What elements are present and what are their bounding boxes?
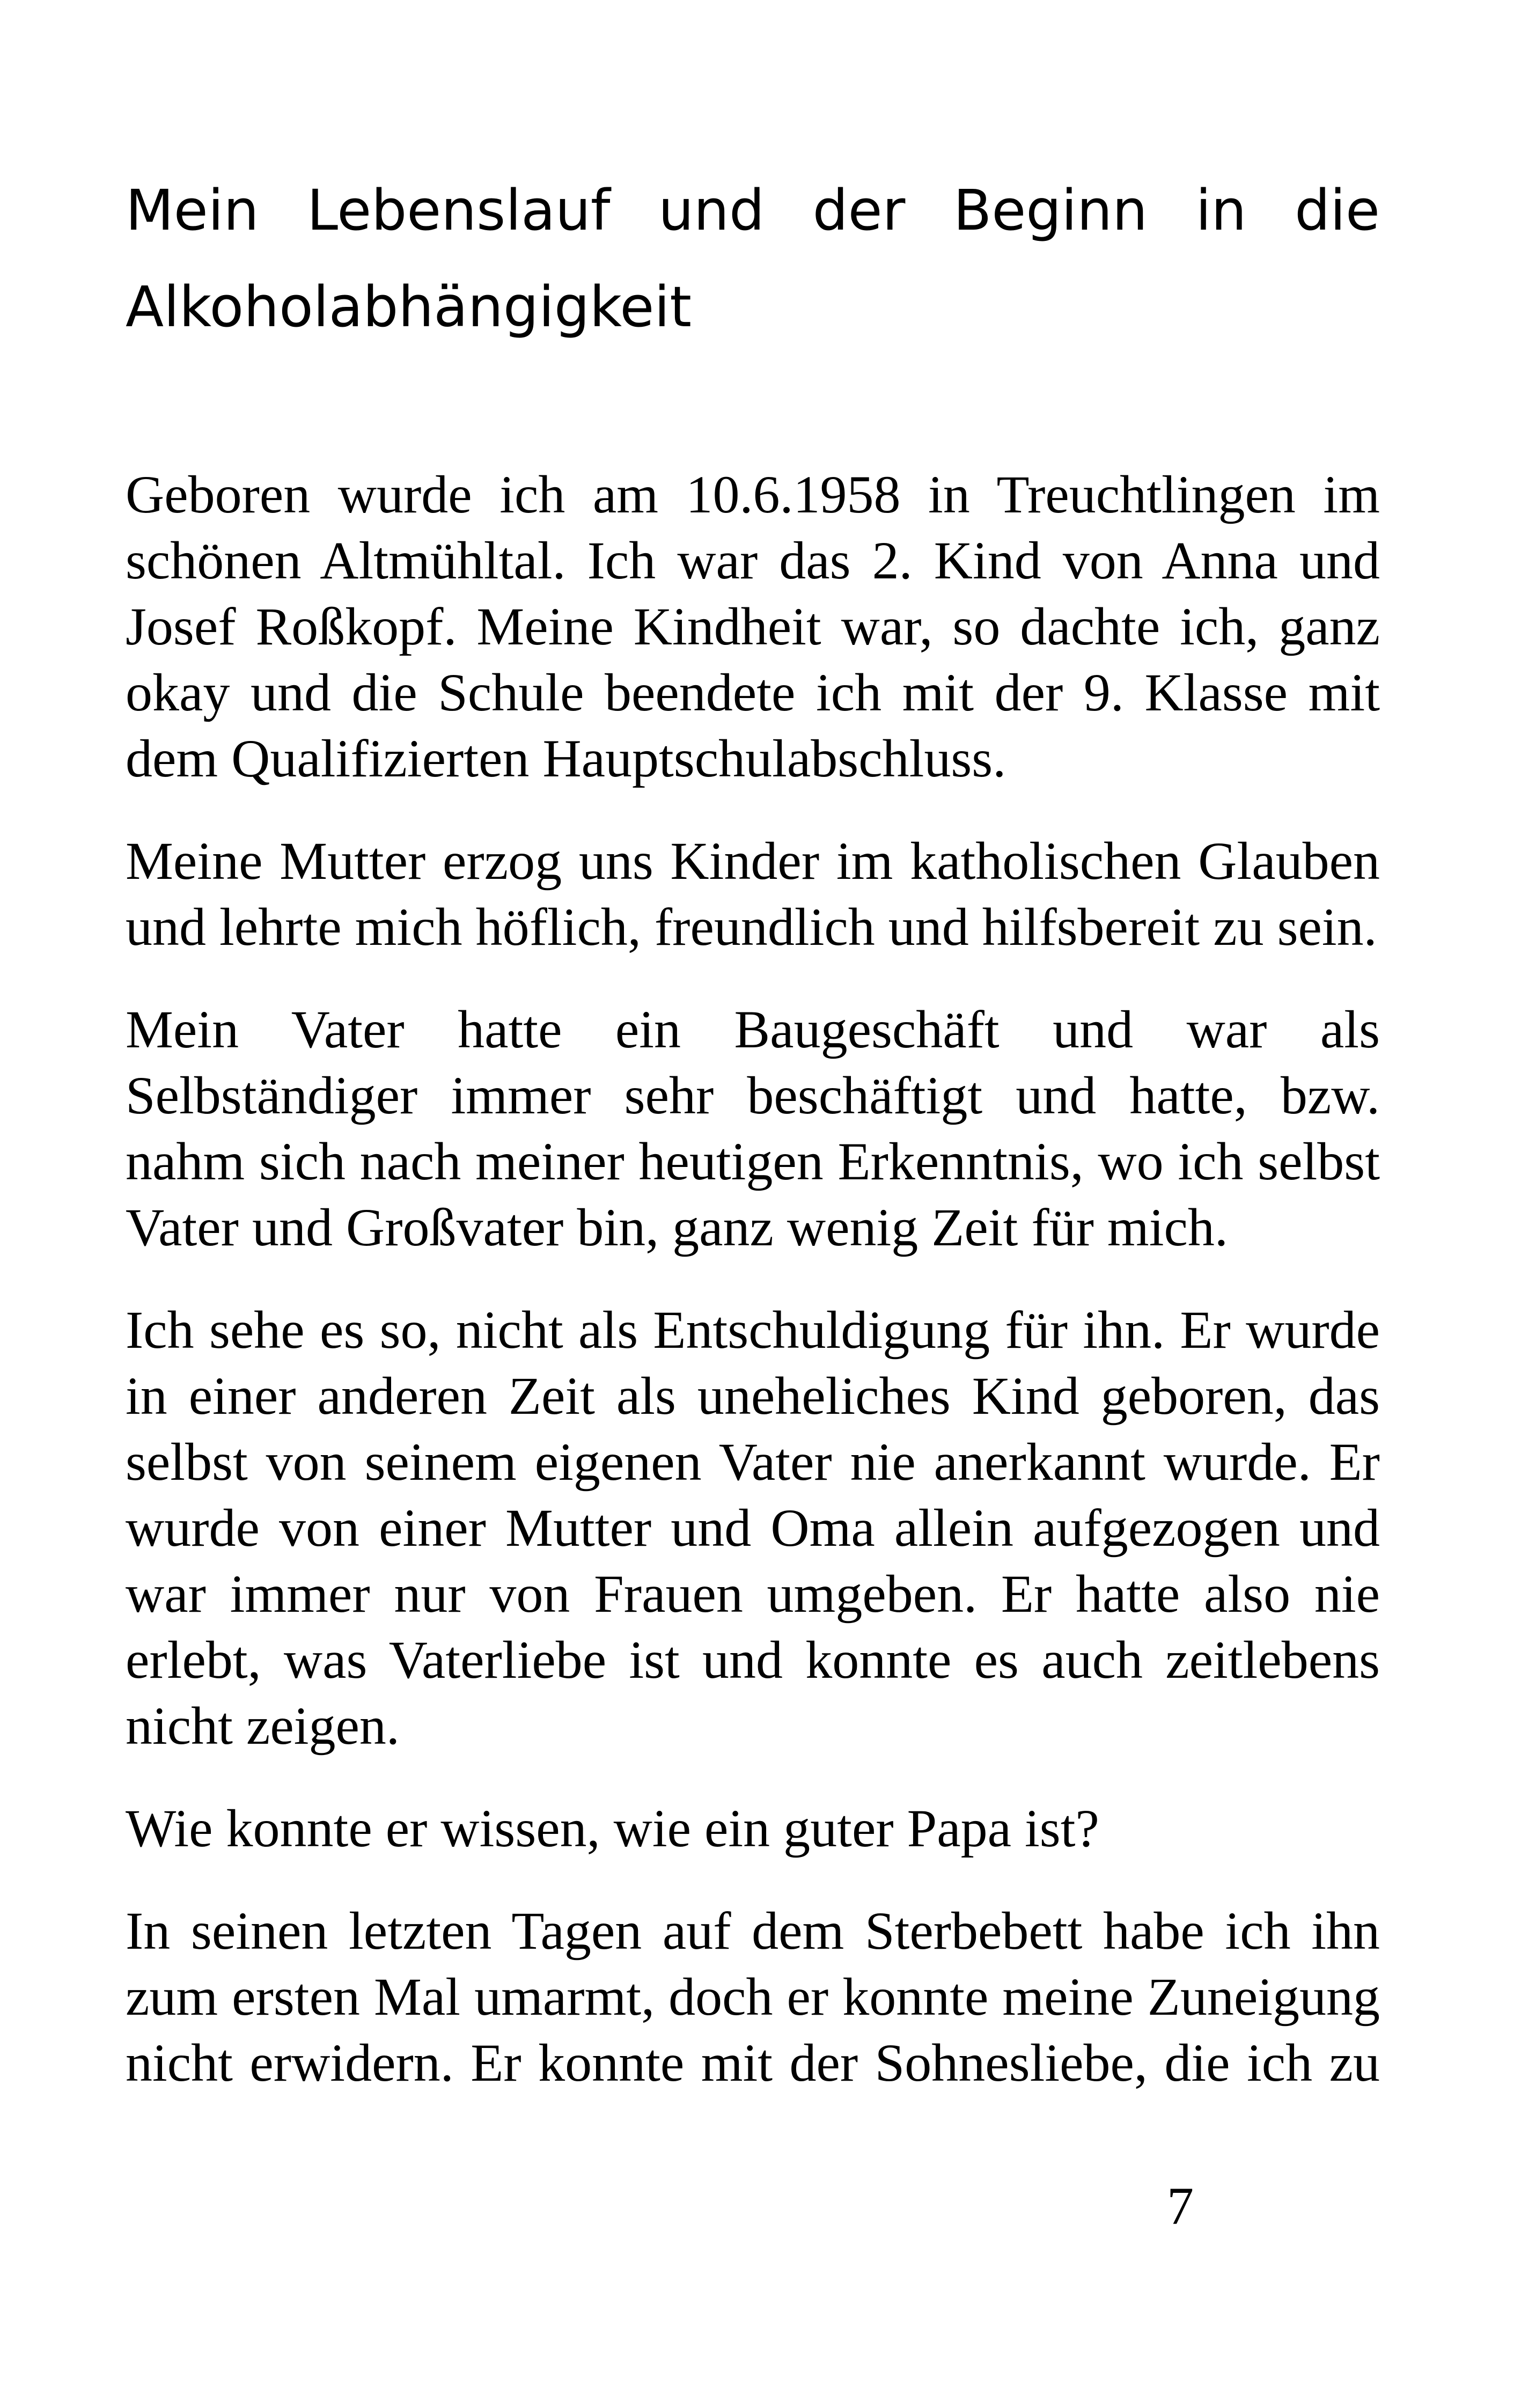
paragraph-birth: Geboren wurde ich am 10.6.1958 in Treuchtlingen im schönen Altmühltal. Ich war das 2. Kind von Anna und Josef Roßkopf. Meine Kindheit war, so dachte ich, ganz okay und die Schule beendete ich mit der 9. Klasse mit dem Qualifizierten Hauptschulabschluss. — [126, 465, 1380, 788]
paragraph-deathbed: In seinen letzten Tagen auf dem Sterbebett habe ich ihn zum ersten Mal umarmt, doch er konnte meine Zuneigung nicht erwidern. Er konnte mit der Sohnesliebe, die ich zu — [126, 1901, 1380, 2093]
paragraph-father-business: Mein Vater hatte ein Baugeschäft und war als Selbständiger immer sehr beschäftigt und hatte, bzw. nahm sich nach meiner heutigen Erkenntnis, wo ich selbst Vater und Großvater bin, ganz wenig Zeit für mich. — [126, 1000, 1380, 1257]
chapter-title — [126, 162, 1380, 355]
body-text — [126, 461, 1380, 2132]
chapter-title-line-1: Mein Lebenslauf und der Beginn in die — [126, 178, 1380, 243]
paragraph-question: Wie konnte er wissen, wie ein guter Papa ist? — [126, 1798, 1099, 1858]
page-number: 7 — [1167, 2176, 1194, 2236]
paragraph-mother: Meine Mutter erzog uns Kinder im katholischen Glauben und lehrte mich höflich, freundlich und hilfsbereit zu sein. — [126, 831, 1380, 957]
chapter-title-line-2: Alkoholabhängigkeit — [126, 274, 692, 340]
paragraph-father-background: Ich sehe es so, nicht als Entschuldigung für ihn. Er wurde in einer anderen Zeit als uneheliches Kind geboren, das selbst von seinem eigenen Vater nie anerkannt wurde. Er wurde von einer Mutter und Oma allein aufgezogen und war immer nur von Frauen umgeben. Er hatte also nie erlebt, was Vaterliebe ist und konnte es auch zeitlebens nicht zeigen. — [126, 1300, 1380, 1756]
